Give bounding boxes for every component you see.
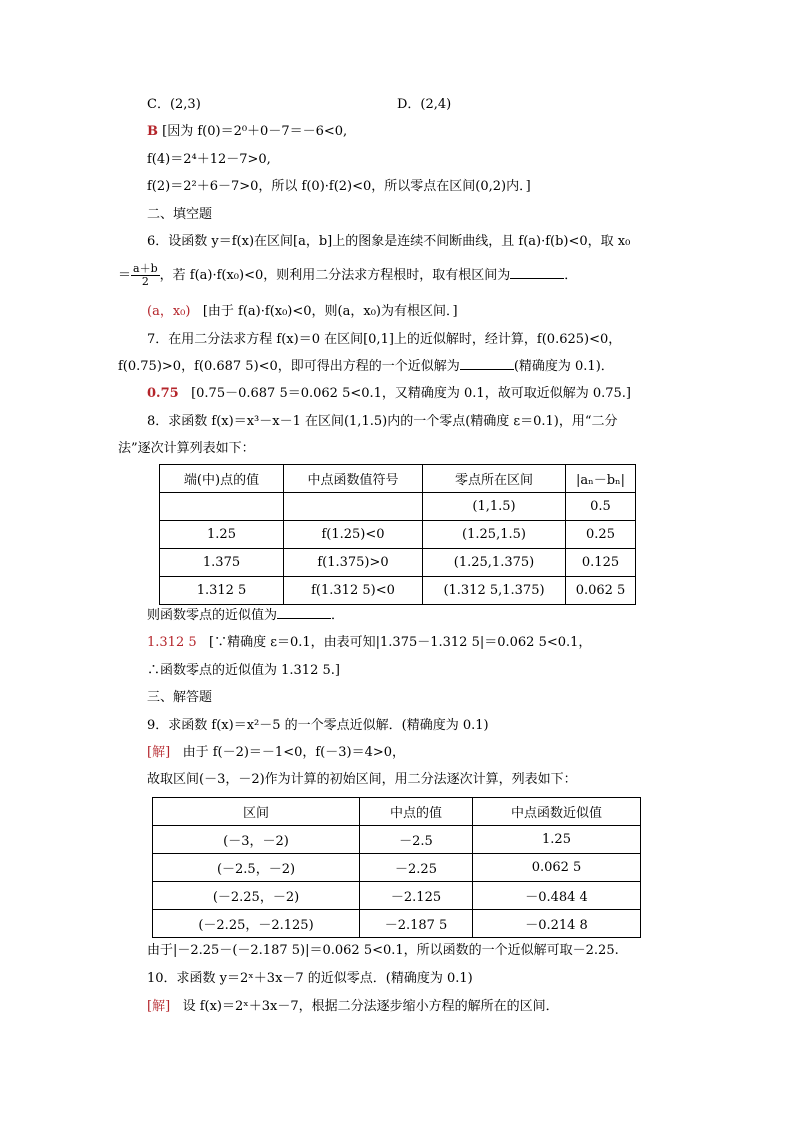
- q6-eq-prefix: ＝: [118, 268, 132, 283]
- q9-cell: (－2.25，－2): [153, 882, 360, 910]
- q5-answer-line3: f(2)＝2²＋6－7>0，所以 f(0)·f(2)<0，所以零点在区间(0,2)内．]: [147, 179, 531, 194]
- q8-cell: f(1.25)<0: [284, 521, 423, 549]
- q6-line2-end: ．: [564, 268, 578, 283]
- q6-answer-line: [147, 302, 458, 322]
- q8-cell: [284, 493, 423, 521]
- q6-answer: (a，x₀): [147, 304, 191, 319]
- section-fill-blank-heading: 二、填空题: [147, 207, 213, 222]
- q9-header-cell: 中点函数近似值: [473, 798, 641, 826]
- q8-blank: [277, 606, 331, 619]
- q6-line2: [118, 262, 578, 288]
- q10-line1: 10．求函数 y＝2ˣ＋3x－7 的近似零点．(精确度为 0.1): [147, 971, 473, 986]
- q8-cell: (1,1.5): [423, 493, 566, 521]
- q8-header-cell: 零点所在区间: [423, 465, 566, 493]
- q9-cell: －2.5: [360, 826, 473, 854]
- q8-line2: 法”逐次计算列表如下：: [118, 441, 255, 456]
- q9-jie-label: [解]: [147, 745, 171, 760]
- q8-after-text: 则函数零点的近似值为: [147, 608, 278, 623]
- q8-cell: 0.5: [566, 493, 636, 521]
- table-row: [153, 910, 641, 938]
- q9-cell: 1.25: [473, 826, 641, 854]
- q8-answer: 1.312 5: [147, 635, 197, 650]
- q8-cell: f(1.312 5)<0: [284, 577, 423, 605]
- q6-fraction: [131, 263, 160, 288]
- q6-frac-den: 2: [141, 275, 149, 288]
- q8-cell: (1.25,1.375): [423, 549, 566, 577]
- q9-cell: －2.25: [360, 854, 473, 882]
- q5-answer-line2: f(4)＝2⁴＋12－7>0,: [147, 152, 271, 167]
- q8-cell: 1.375: [160, 549, 284, 577]
- q9-header-cell: 区间: [153, 798, 360, 826]
- q7-line2-before: f(0.75)>0，f(0.687 5)<0，即可得出方程的一个近似解为: [118, 359, 460, 374]
- q6-explain: [由于 f(a)·f(x₀)<0，则(a，x₀)为有根区间．]: [202, 304, 458, 319]
- table-row: [160, 577, 636, 605]
- q9-cell: 0.062 5: [473, 854, 641, 882]
- q9-cell: (－2.5，－2): [153, 854, 360, 882]
- q7-answer-line: [147, 384, 631, 404]
- q8-header-cell: 中点函数值符号: [284, 465, 423, 493]
- q7-line1: 7．在用二分法求方程 f(x)＝0 在区间[0,1]上的近似解时，经计算，f(0.625)<0，: [147, 332, 622, 347]
- q9-cell: －0.214 8: [473, 910, 641, 938]
- q5-answer-letter: B: [147, 124, 158, 139]
- q9-cell: (－2.25，－2.125): [153, 910, 360, 938]
- q5-answer-line1: [147, 122, 347, 142]
- q8-after-end: ．: [331, 608, 345, 623]
- q5-answer-text1: [因为 f(0)＝2⁰＋0－7＝－6<0,: [162, 124, 348, 139]
- q8-after-line: [147, 606, 344, 626]
- q8-cell: 0.062 5: [566, 577, 636, 605]
- table-row: [153, 826, 641, 854]
- q8-table-header: [160, 465, 636, 493]
- table-row: [160, 549, 636, 577]
- q6-frac-num: a＋b: [133, 262, 158, 275]
- table-row: [160, 493, 636, 521]
- q10-line2: [147, 997, 559, 1017]
- q9-cell: －0.484 4: [473, 882, 641, 910]
- q8-cell: [160, 493, 284, 521]
- q9-line1: 9．求函数 f(x)＝x²－5 的一个零点近似解．(精确度为 0.1): [147, 718, 489, 733]
- q8-answer-line: [147, 633, 591, 653]
- q10-line2-text: 设 f(x)＝2ˣ＋3x－7，根据二分法逐步缩小方程的解所在的区间．: [182, 999, 559, 1014]
- q8-cell: 0.25: [566, 521, 636, 549]
- q6-line2-text: ，若 f(a)·f(x₀)<0，则利用二分法求方程根时，取有根区间为: [159, 268, 511, 283]
- table-row: [153, 854, 641, 882]
- q8-cell: (1.25,1.5): [423, 521, 566, 549]
- q6-line1: 6．设函数 y＝f(x)在区间[a，b]上的图象是连续不间断曲线，且 f(a)·f(b)<0，取 x₀: [147, 234, 631, 249]
- q9-table: [152, 797, 641, 938]
- q9-cell: (－3，－2): [153, 826, 360, 854]
- q8-cell: 1.312 5: [160, 577, 284, 605]
- q8-explain2: ∴函数零点的近似值为 1.312 5.]: [147, 663, 340, 678]
- q9-conclusion: 由于|－2.25－(－2.187 5)|＝0.062 5<0.1，所以函数的一个近似解可取－2.25.: [147, 943, 619, 958]
- section-solve-heading: 三、解答题: [147, 690, 213, 705]
- q8-table: [159, 464, 636, 605]
- q9-table-header: [153, 798, 641, 826]
- q8-cell: f(1.375)>0: [284, 549, 423, 577]
- q8-cell: 0.125: [566, 549, 636, 577]
- q7-line2: [118, 357, 614, 377]
- q8-cell: (1.312 5,1.375): [423, 577, 566, 605]
- q7-explain: [0.75－0.687 5＝0.062 5<0.1，又精确度为 0.1，故可取近似解为 0.75.]: [191, 386, 631, 401]
- q8-explain1: [∵精确度 ε＝0.1，由表可知|1.375－1.312 5|＝0.062 5<0.1，: [209, 635, 592, 650]
- choice-d: D．(2,4): [397, 97, 452, 112]
- q9-cell: －2.187 5: [360, 910, 473, 938]
- q7-line2-after: (精确度为 0.1)．: [513, 359, 614, 374]
- q8-cell: 1.25: [160, 521, 284, 549]
- q8-line1: 8．求函数 f(x)＝x³－x－1 在区间(1,1.5)内的一个零点(精确度 ε＝0.1)，用“二分: [147, 414, 618, 429]
- table-row: [160, 521, 636, 549]
- q9-cell: －2.125: [360, 882, 473, 910]
- q6-blank: [510, 266, 564, 279]
- q9-line3: 故取区间(－3，－2)作为计算的初始区间，用二分法逐次计算，列表如下：: [147, 772, 577, 787]
- q9-line2-text: 由于 f(－2)＝－1<0，f(－3)＝4>0，: [182, 745, 406, 760]
- q7-answer: 0.75: [147, 386, 179, 401]
- q9-header-cell: 中点的值: [360, 798, 473, 826]
- q8-header-cell: 端(中)点的值: [160, 465, 284, 493]
- q10-jie-label: [解]: [147, 999, 171, 1014]
- q8-header-cell: |aₙ－bₙ|: [566, 465, 636, 493]
- q9-line2: [147, 743, 405, 763]
- q7-blank: [460, 357, 514, 370]
- table-row: [153, 882, 641, 910]
- choice-c: C．(2,3): [147, 97, 201, 112]
